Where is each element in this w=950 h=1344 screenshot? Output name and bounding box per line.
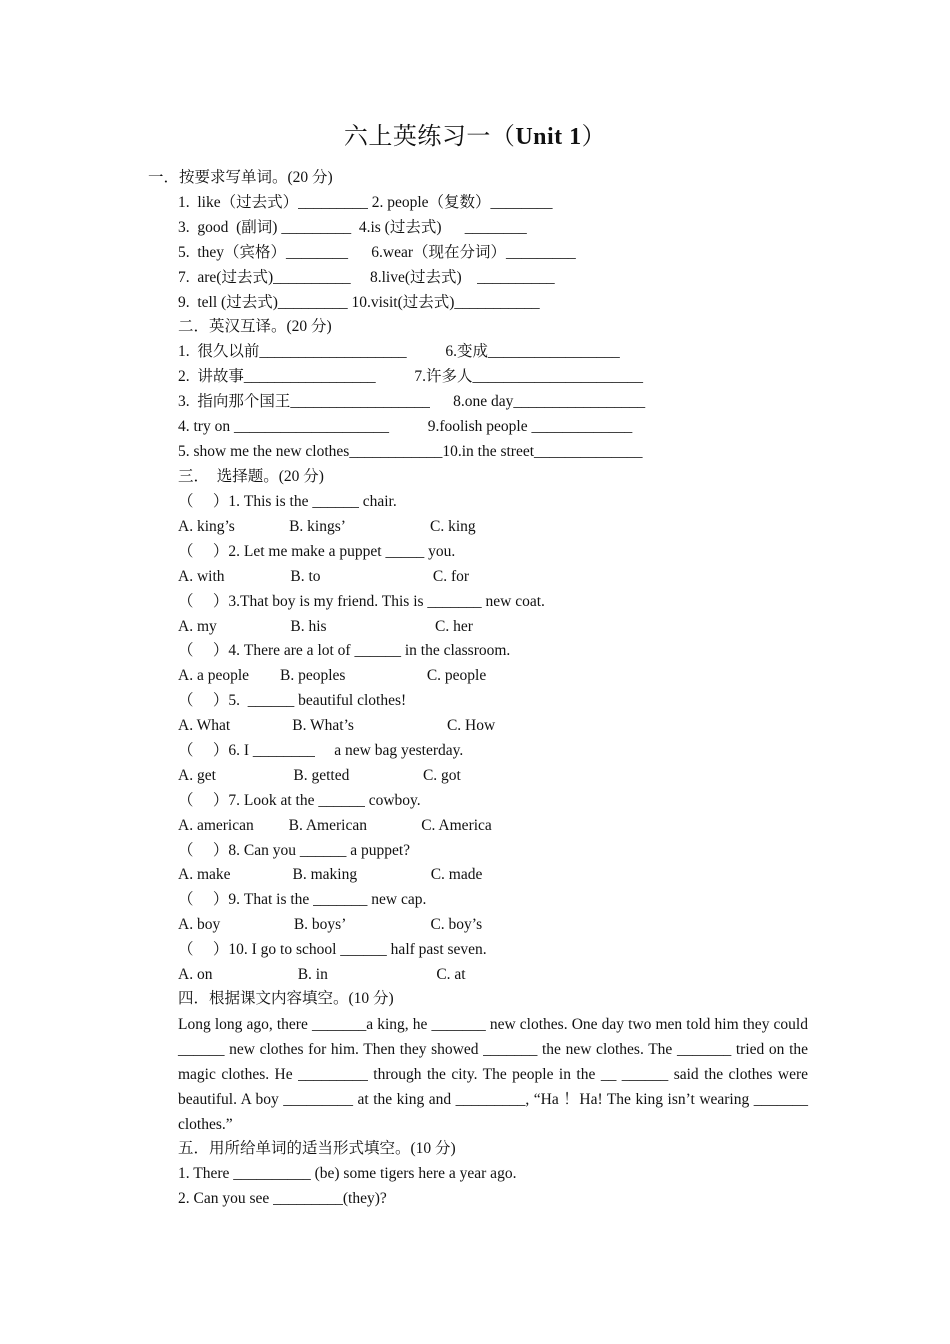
options-line: A. king’s B. kings’ C. king (178, 518, 476, 535)
title-unit: Unit 1 (515, 124, 582, 150)
question-line: （ ）5. ______ beautiful clothes! (178, 692, 407, 709)
section2-line: 5. show me the new clothes____________10.in the street______________ (178, 443, 643, 460)
question-line: （ ）6. I ________ a new bag yesterday. (178, 742, 464, 759)
options-line: A. a people B. peoples C. people (178, 667, 487, 684)
section5-line: 1. There __________ (be) some tigers here a year ago. (178, 1165, 517, 1182)
section2-line: 4. try on ____________________ 9.foolish people _____________ (178, 418, 633, 435)
section5-line: 2. Can you see _________(they)? (178, 1190, 387, 1207)
section1-line: 3. good (副词) _________ 4.is (过去式) ________ (178, 219, 527, 236)
section1-line: 5. they（宾格）________ 6.wear（现在分词）_________ (178, 244, 576, 261)
section1-heading: 一．按要求写单词。(20 分) (148, 169, 333, 186)
question-line: （ ）1. This is the ______ chair. (178, 493, 397, 510)
section3-heading: 三． 选择题。(20 分) (178, 468, 324, 485)
options-line: A. make B. making C. made (178, 866, 483, 883)
question-line: （ ）8. Can you ______ a puppet? (178, 842, 411, 859)
question-line: （ ）10. I go to school ______ half past seven. (178, 941, 487, 958)
section2-heading: 二．英汉互译。(20 分) (178, 318, 332, 335)
section1-line: 1. like（过去式）_________ 2. people（复数）________ (178, 194, 553, 211)
page-title (0, 116, 950, 151)
options-line: A. on B. in C. at (178, 966, 466, 983)
section4-heading: 四．根据课文内容填空。(10 分) (178, 990, 394, 1007)
question-line: （ ）4. There are a lot of ______ in the classroom. (178, 642, 511, 659)
section2-line: 3. 指向那个国王__________________ 8.one day_________________ (178, 393, 646, 410)
options-line: A. boy B. boys’ C. boy’s (178, 916, 483, 933)
question-line: （ ）2. Let me make a puppet _____ you. (178, 543, 456, 560)
options-line: A. get B. getted C. got (178, 767, 461, 784)
cloze-paragraph: Long long ago, there _______a king, he _______ new clothes. One day two men told him they could ______ new clothes for him. Then they showed _______ the new clothes. The _______ tried on the magic clothes. He _________ through the city. The people in the __ ______ said the clothes were beautiful. A boy _________ at the king and _________, “Ha ！Ha! The king isn’t wearing _______ clothes.” (178, 1016, 808, 1133)
options-line: A. What B. What’s C. How (178, 717, 496, 734)
title-chinese: 六上英练习一（ (343, 124, 516, 150)
title-close: ） (581, 124, 607, 150)
options-line: A. with B. to C. for (178, 568, 470, 585)
question-line: （ ）9. That is the _______ new cap. (178, 891, 427, 908)
question-line: （ ）3.That boy is my friend. This is _______ new coat. (178, 593, 545, 610)
options-line: A. my B. his C. her (178, 618, 473, 635)
question-line: （ ）7. Look at the ______ cowboy. (178, 792, 421, 809)
options-line: A. american B. American C. America (178, 817, 492, 834)
section1-line: 9. tell (过去式)_________ 10.visit(过去式)___________ (178, 294, 540, 311)
section1-line: 7. are(过去式)__________ 8.live(过去式) __________ (178, 269, 555, 286)
section5-heading: 五．用所给单词的适当形式填空。(10 分) (178, 1140, 456, 1157)
section2-line: 2. 讲故事_________________ 7.许多人______________________ (178, 368, 644, 385)
section2-line: 1. 很久以前___________________ 6.变成_________________ (178, 343, 620, 360)
